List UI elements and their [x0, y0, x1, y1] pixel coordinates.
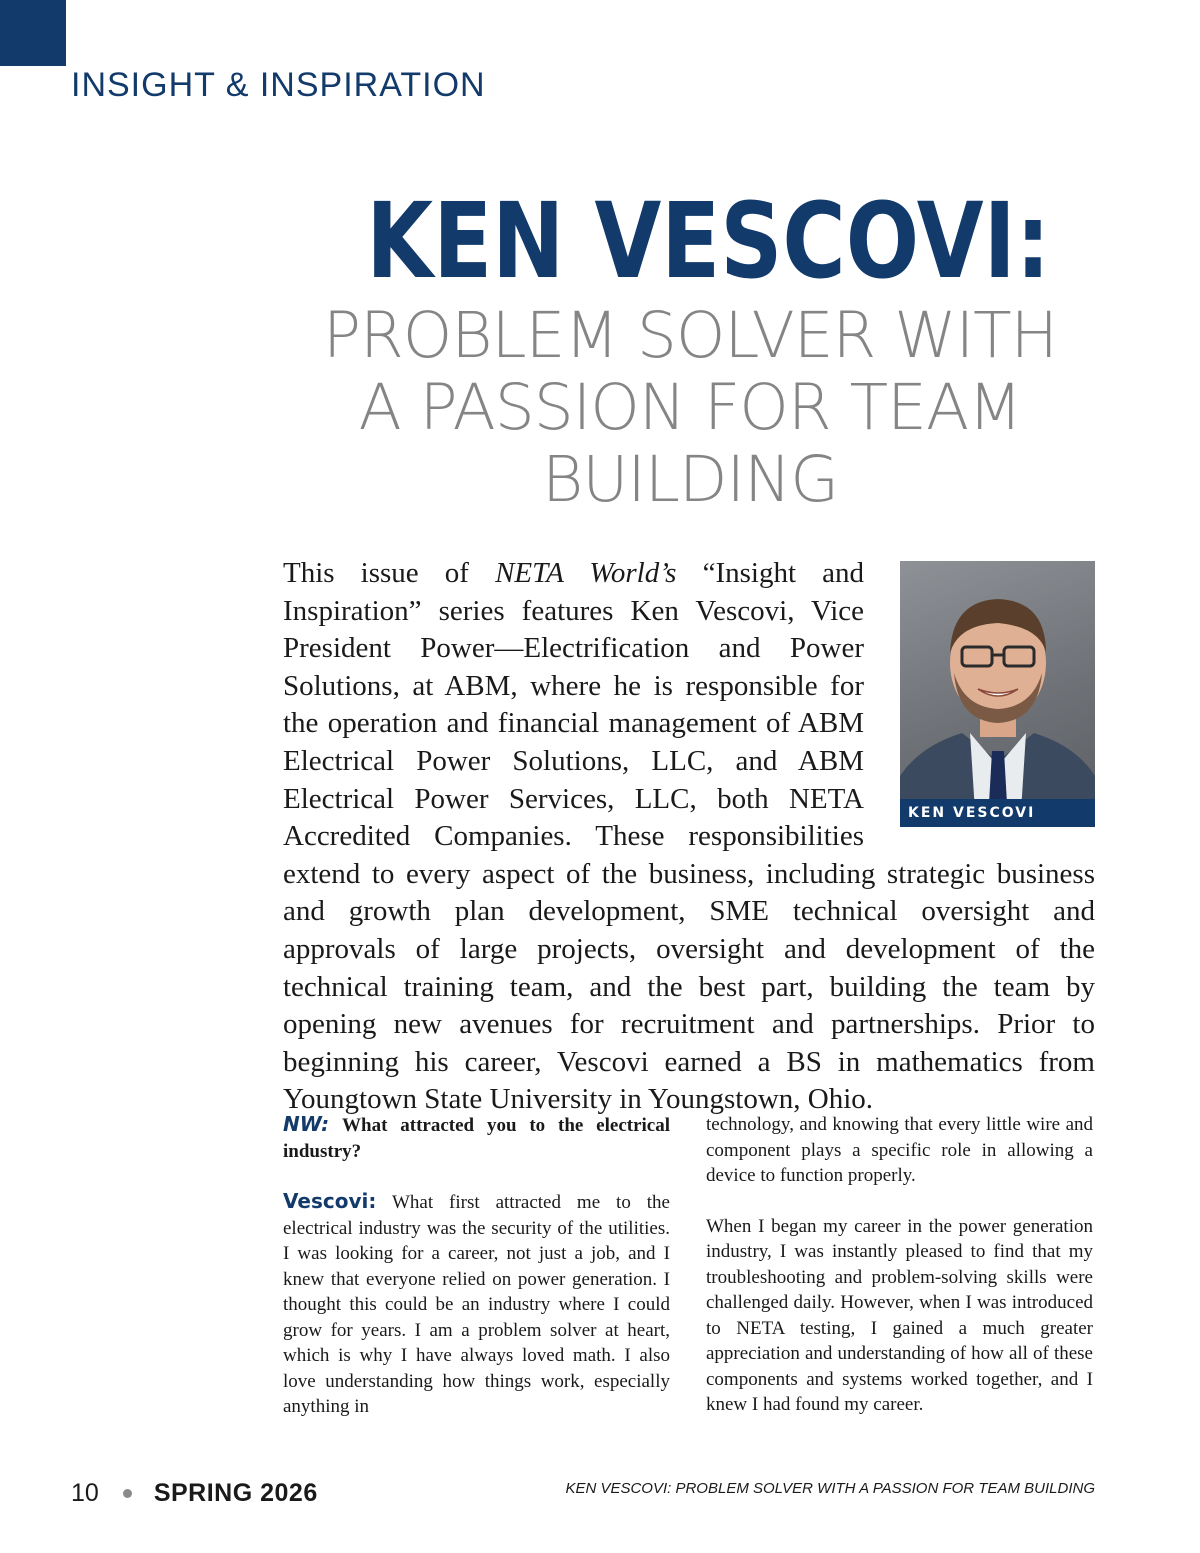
subtitle-line-1: PROBLEM SOLVER WITH: [322, 299, 1058, 372]
intro-paragraph: [283, 555, 1095, 1119]
intro-lead: This issue of: [283, 557, 496, 589]
photo-caption: KEN VESCOVI: [900, 799, 1095, 827]
article-title: KEN VESCOVI:: [366, 180, 1051, 302]
answer-tag: Vescovi:: [283, 1189, 377, 1213]
issue-label: SPRING 2026: [153, 1478, 318, 1507]
question-1: [283, 1112, 670, 1164]
bullet-separator: [123, 1489, 132, 1498]
footer-folio: [71, 1476, 318, 1510]
running-title: KEN VESCOVI: PROBLEM SOLVER WITH A PASSION FOR TEAM BUILDING: [565, 1480, 1095, 1497]
interview-column-right: [706, 1112, 1093, 1443]
article-subtitle: [290, 300, 1090, 516]
interview-column-left: [283, 1112, 670, 1445]
intro-body: “Insight and Inspiration” series features Ken Vescovi, Vice President Power—Electrification and Power Solutions, at ABM, where he is responsible for the operation and financial management of ABM Electrical Power Solutions, LLC, and ABM Electrical Power Services, LLC, both NETA Accredited Companies. These responsibilities extend to every aspect of the business, including strategic business and growth plan development, SME technical oversight and approvals of large projects, oversight and development of the technical training team, and the best part, building the team by opening new avenues for recruitment and partnerships. Prior to beginning his career, Vescovi earned a BS in mathematics from Youngtown State University in Youngstown, Ohio.: [283, 557, 1095, 1116]
answer-text: What first attracted me to the electrical industry was the security of the utilities. I was looking for a career, not just a job, and I knew that everyone relied on power generation. I thought this could be an industry where I could grow for years. I am a problem solver at heart, which is why I have always loved math. I also love understanding how things work, especially anything in: [283, 1192, 670, 1417]
question-text: What attracted you to the electrical industry?: [283, 1115, 671, 1162]
subtitle-line-3: BUILDING: [541, 443, 839, 516]
publication-name: NETA World’s: [495, 557, 677, 589]
portrait-photo: [900, 561, 1095, 827]
corner-accent-block: [0, 0, 66, 66]
page-number: 10: [71, 1478, 99, 1507]
answer-1-part-2: technology, and knowing that every little wire and component plays a specific role in allowing a device to function properly.: [706, 1114, 1093, 1186]
answer-1-part-1: [283, 1189, 670, 1420]
question-tag: NW:: [283, 1112, 330, 1136]
answer-1-paragraph-2: When I began my career in the power generation industry, I was instantly pleased to find that my troubleshooting and problem-solving skills were challenged daily. However, when I was introduced to NETA testing, I gained a much greater appreciation and understanding of how all of these components and systems worked together, and I knew I had found my career.: [706, 1215, 1093, 1415]
section-label: INSIGHT & INSPIRATION: [71, 66, 486, 104]
subtitle-line-2: A PASSION FOR TEAM: [358, 371, 1022, 444]
portrait-illustration: [900, 561, 1095, 827]
